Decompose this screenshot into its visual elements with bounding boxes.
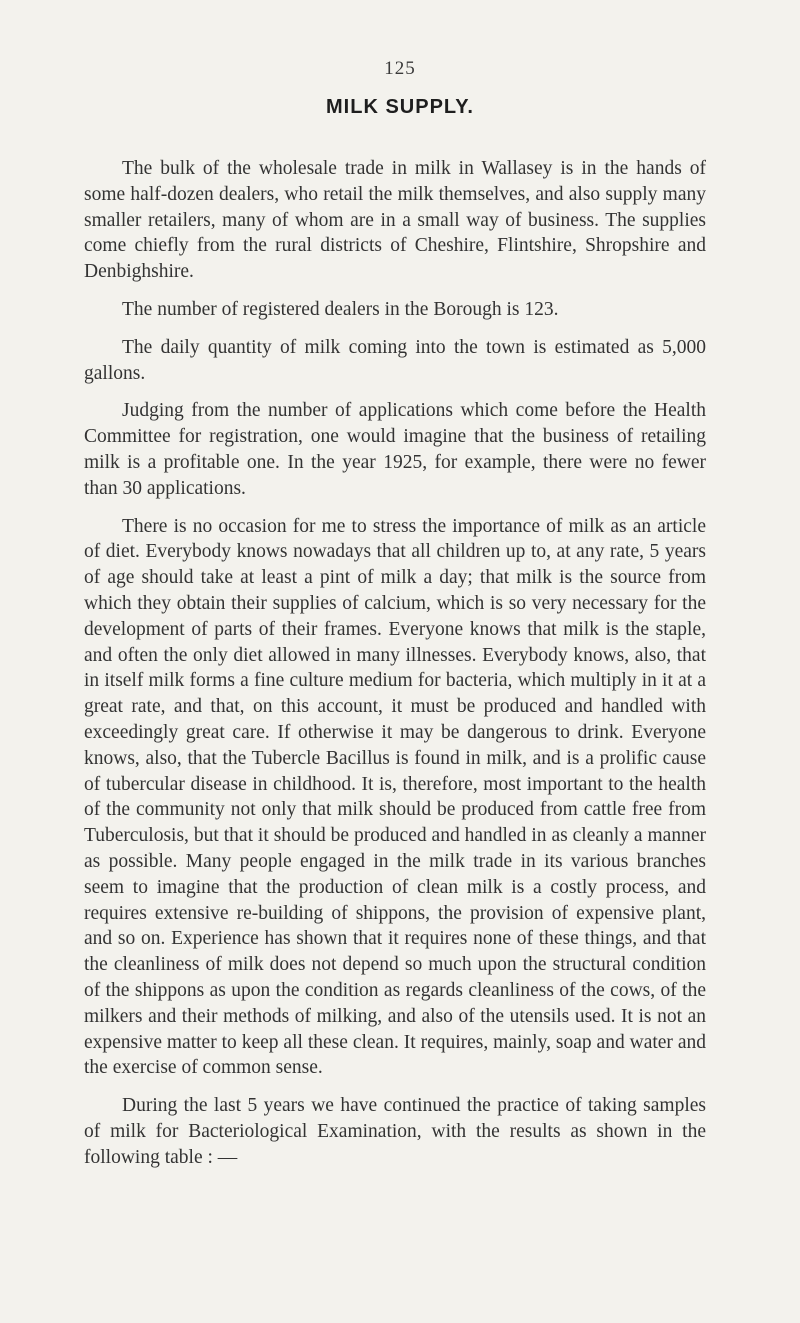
page-number: 125 — [384, 58, 416, 79]
paragraph-daily-quantity: The daily quantity of milk coming into the town is estimated as 5,000 gallons. — [84, 336, 706, 384]
section-title: MILK SUPPLY. — [326, 96, 474, 118]
paragraph-applications: Judging from the number of applications which come before the Health Committee for registration, one would imagine that the business of retailing milk is a profitable one. In the year 1925, for example, there were no fewer than 30 applications. — [84, 400, 706, 499]
paragraph-wholesale-trade: The bulk of the wholesale trade in milk in Wallasey is in the hands of some half-dozen dealers, who retail the milk themselves, and also supply many smaller retailers, many of whom are in a small way of business. The supplies come chiefly from the rural districts of Cheshire, Flintshire, Shropshire and Denbighshire. — [84, 158, 706, 283]
paragraph-registered-dealers: The number of registered dealers in the Borough is 123. — [122, 298, 559, 320]
paragraph-samples: During the last 5 years we have continued the practice of taking samples of milk for Bacteriological Examination, with the results as shown in the following table : — — [84, 1095, 706, 1168]
body-text — [84, 156, 706, 1182]
paragraph-importance-of-milk: There is no occasion for me to stress the importance of milk as an article of diet. Everybody knows nowadays that all children up to, at any rate, 5 years of age should take at least a pint of milk a day; that milk is the source from which they obtain their supplies of calcium, which is so very necessary for the development of parts of their frames. Everyone knows that milk is the staple, and often the only diet allowed in many illnesses. Everybody knows, also, that in itself milk forms a fine culture medium for bacteria, which multiply in it at a great rate, and that, on this account, it must be produced and handled with exceedingly great care. If otherwise it may be dangerous to drink. Everyone knows, also, that the Tubercle Bacillus is found in milk, and is a prolific cause of tubercular disease in childhood. It is, therefore, most important to the health of the community not only that milk should be produced from cattle free from Tuberculosis, but that it should be produced and handled in as cleanly a manner as possible. Many people engaged in the milk trade in its various branches seem to imagine that the production of clean milk is a costly process, and requires extensive re-building of shippons, the provision of expensive plant, and so on. Experience has shown that it requires none of these things, and that the cleanliness of milk does not depend so much upon the structural condition of the shippons as upon the condition as regards cleanliness of the cows, of the milkers and their methods of milking, and also of the utensils used. It is not an expensive matter to keep all these clean. It requires, mainly, soap and water and the exercise of common sense. — [84, 515, 706, 1079]
